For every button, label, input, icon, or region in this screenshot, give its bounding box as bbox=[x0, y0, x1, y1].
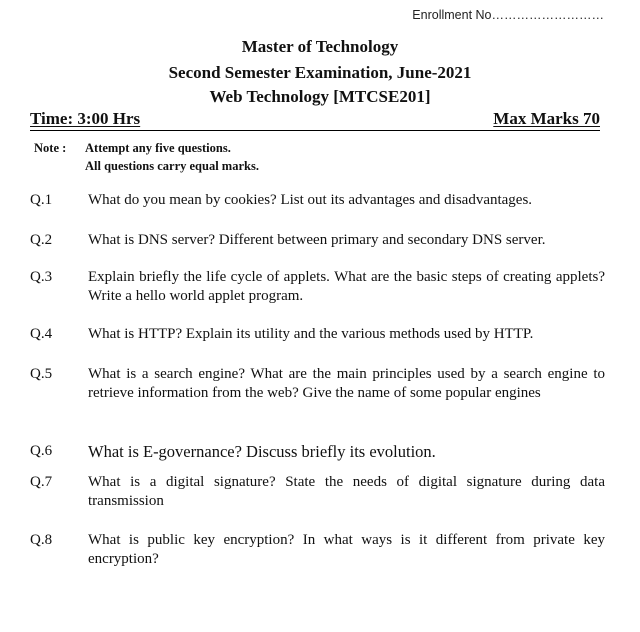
subject-title: Web Technology [MTCSE201] bbox=[209, 87, 431, 106]
question-number: Q.5 bbox=[30, 366, 53, 382]
note-label: Note : bbox=[34, 141, 67, 155]
degree-title: Master of Technology bbox=[241, 37, 399, 56]
question-number: Q.8 bbox=[30, 532, 53, 548]
max-marks-label: Max Marks 70 bbox=[493, 109, 600, 128]
note-line-2: All questions carry equal marks. bbox=[85, 159, 259, 173]
question-number: Q.1 bbox=[30, 192, 53, 208]
note-line-1: Attempt any five questions. bbox=[85, 141, 231, 155]
question-number: Q.6 bbox=[30, 443, 53, 459]
question-text: What is HTTP? Explain its utility and the various methods used by HTTP. bbox=[88, 326, 534, 342]
question-text: What is a digital signature? State the needs of digital signature during data transmission bbox=[88, 474, 605, 509]
question-number: Q.7 bbox=[30, 474, 53, 490]
question-text: What is a search engine? What are the main principles used by a search engine to retrieve information from the web? Give the name of some popular engines bbox=[88, 366, 605, 401]
time-marks-row bbox=[30, 108, 600, 131]
time-label: Time: 3:00 Hrs bbox=[30, 109, 141, 128]
question-number: Q.2 bbox=[30, 232, 53, 248]
question-text: What do you mean by cookies? List out its advantages and disadvantages. bbox=[88, 192, 533, 208]
question-number: Q.4 bbox=[30, 326, 53, 342]
question-text: Explain briefly the life cycle of applets. What are the basic steps of creating applets? Write a hello world applet program. bbox=[88, 269, 605, 304]
enrollment-number-label: Enrollment No……………………… bbox=[412, 8, 604, 22]
question-text: What is E-governance? Discuss briefly its evolution. bbox=[88, 442, 436, 461]
question-number: Q.3 bbox=[30, 269, 53, 285]
question-text: What is public key encryption? In what ways is it different from private key encryption? bbox=[88, 532, 605, 567]
question-text: What is DNS server? Different between primary and secondary DNS server. bbox=[88, 232, 546, 248]
exam-title: Second Semester Examination, June-2021 bbox=[168, 63, 472, 82]
